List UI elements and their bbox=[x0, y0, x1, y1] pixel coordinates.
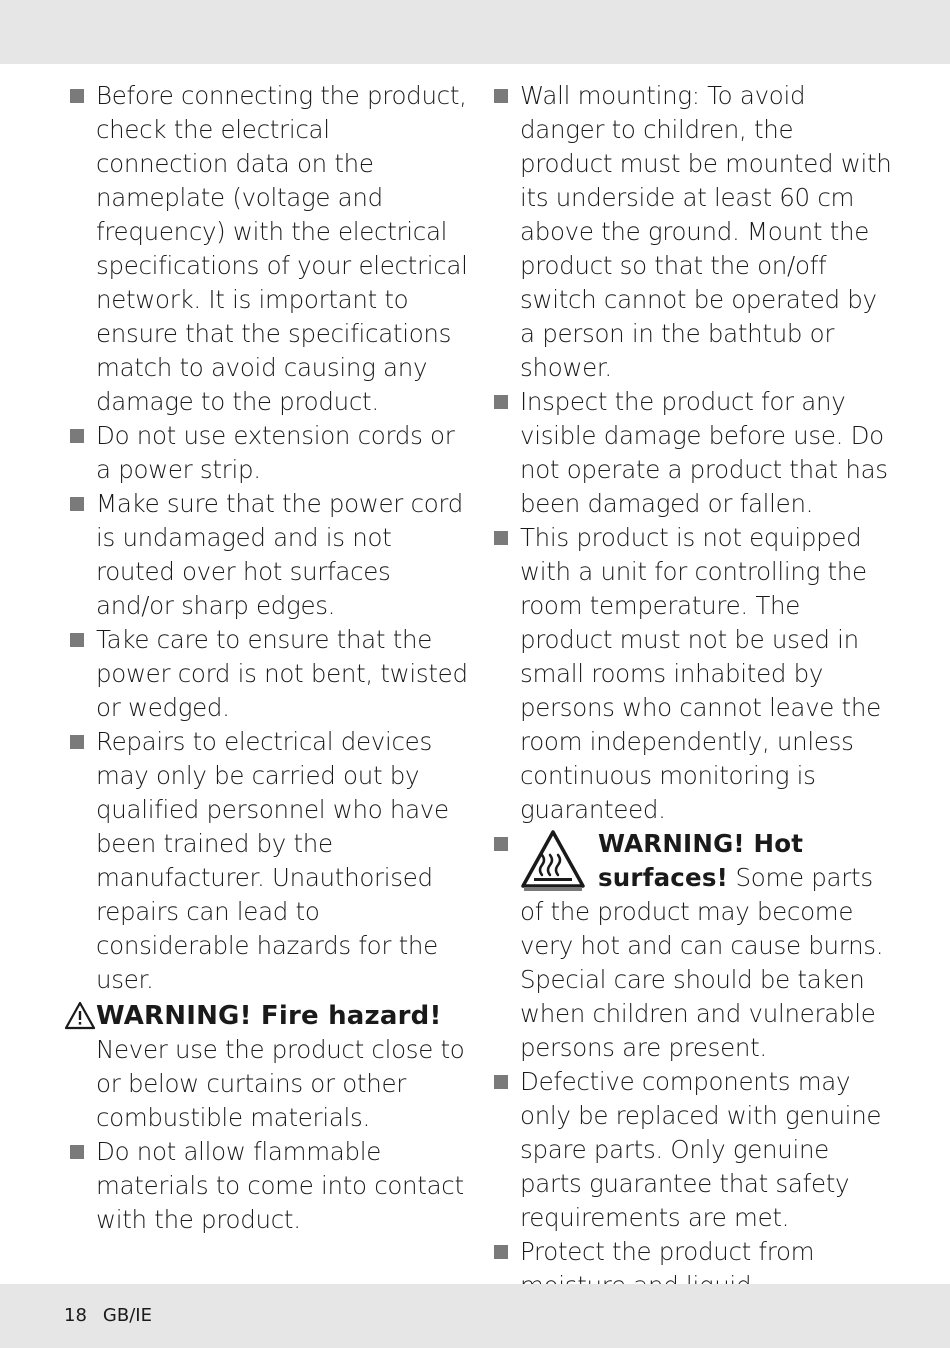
list-item bbox=[68, 487, 468, 623]
hot-surface-icon bbox=[520, 829, 586, 893]
square-bullet-icon bbox=[70, 1145, 84, 1159]
list-item bbox=[492, 79, 892, 385]
square-bullet-icon bbox=[494, 89, 508, 103]
square-bullet-icon bbox=[70, 633, 84, 647]
region-label: GB/IE bbox=[102, 1305, 152, 1326]
square-bullet-icon bbox=[70, 497, 84, 511]
hot-warning-text: Some parts of the product may become very hot and can cause burns. Special care should be taken when children and vulnerable persons are present. bbox=[520, 863, 884, 1062]
fire-warning-heading: WARNING! Fire hazard! bbox=[96, 1001, 442, 1031]
list-item-text: Do not allow flammable materials to come into contact with the product. bbox=[96, 1137, 464, 1234]
square-bullet-icon bbox=[494, 1245, 508, 1259]
list-item bbox=[68, 79, 468, 419]
square-bullet-icon bbox=[494, 395, 508, 409]
square-bullet-icon bbox=[494, 1075, 508, 1089]
list-item-text: Inspect the product for any visible damage before use. Do not operate a product that has been damaged or fallen. bbox=[520, 387, 888, 518]
list-item bbox=[68, 623, 468, 725]
page-number: 18 bbox=[64, 1305, 87, 1326]
square-bullet-icon bbox=[494, 531, 508, 545]
square-bullet-icon bbox=[70, 429, 84, 443]
list-item bbox=[68, 1135, 468, 1237]
right-column bbox=[492, 79, 892, 1337]
fire-warning-text: Never use the product close to or below curtains or other combustible materials. bbox=[96, 1035, 465, 1132]
list-item-text: Take care to ensure that the power cord is not bent, twisted or wedged. bbox=[96, 625, 468, 722]
hot-surface-warning bbox=[492, 827, 892, 1065]
list-item-text: Wall mounting: To avoid danger to children, the product must be mounted with its underside at least 60 cm above the ground. Mount the product so that the on/off switch cannot be operated by a person in the bathtub or shower. bbox=[520, 81, 892, 382]
list-item-text: This product is not equipped with a unit for controlling the room temperature. The product must not be used in small rooms inhabited by persons who cannot leave the room independently, unless continuous monitoring is guaranteed. bbox=[520, 523, 881, 824]
list-item-text: Do not use extension cords or a power strip. bbox=[96, 421, 455, 484]
list-item-text: Repairs to electrical devices may only be carried out by qualified personnel who have been trained by the manufacturer. Unauthorised repairs can lead to considerable hazards for the user. bbox=[96, 727, 449, 994]
warning-triangle-icon bbox=[64, 1001, 96, 1031]
list-item-text: Before connecting the product, check the electrical connection data on the nameplate (voltage and frequency) with the electrical specifications of your electrical network. It is important to ensure that the specifications match to avoid causing any damage to the product. bbox=[96, 81, 468, 416]
list-item bbox=[68, 419, 468, 487]
list-item bbox=[492, 521, 892, 827]
square-bullet-icon bbox=[70, 735, 84, 749]
list-item-text: Make sure that the power cord is undamaged and is not routed over hot surfaces and/or sharp edges. bbox=[96, 489, 464, 620]
list-item bbox=[492, 1065, 892, 1235]
list-item bbox=[68, 725, 468, 997]
list-item bbox=[492, 385, 892, 521]
list-item-text: Protect the product from bbox=[520, 1237, 815, 1266]
header-band bbox=[0, 0, 950, 64]
fire-warning bbox=[68, 999, 468, 1135]
list-item-text: Defective components may only be replaced with genuine spare parts. Only genuine parts guarantee that safety requirements are met. bbox=[520, 1067, 882, 1232]
left-column bbox=[68, 79, 468, 1237]
square-bullet-icon bbox=[494, 837, 508, 851]
square-bullet-icon bbox=[70, 89, 84, 103]
hot-warning-heading: WARNING! Hot surfaces! bbox=[598, 829, 804, 892]
footer bbox=[64, 1305, 152, 1327]
